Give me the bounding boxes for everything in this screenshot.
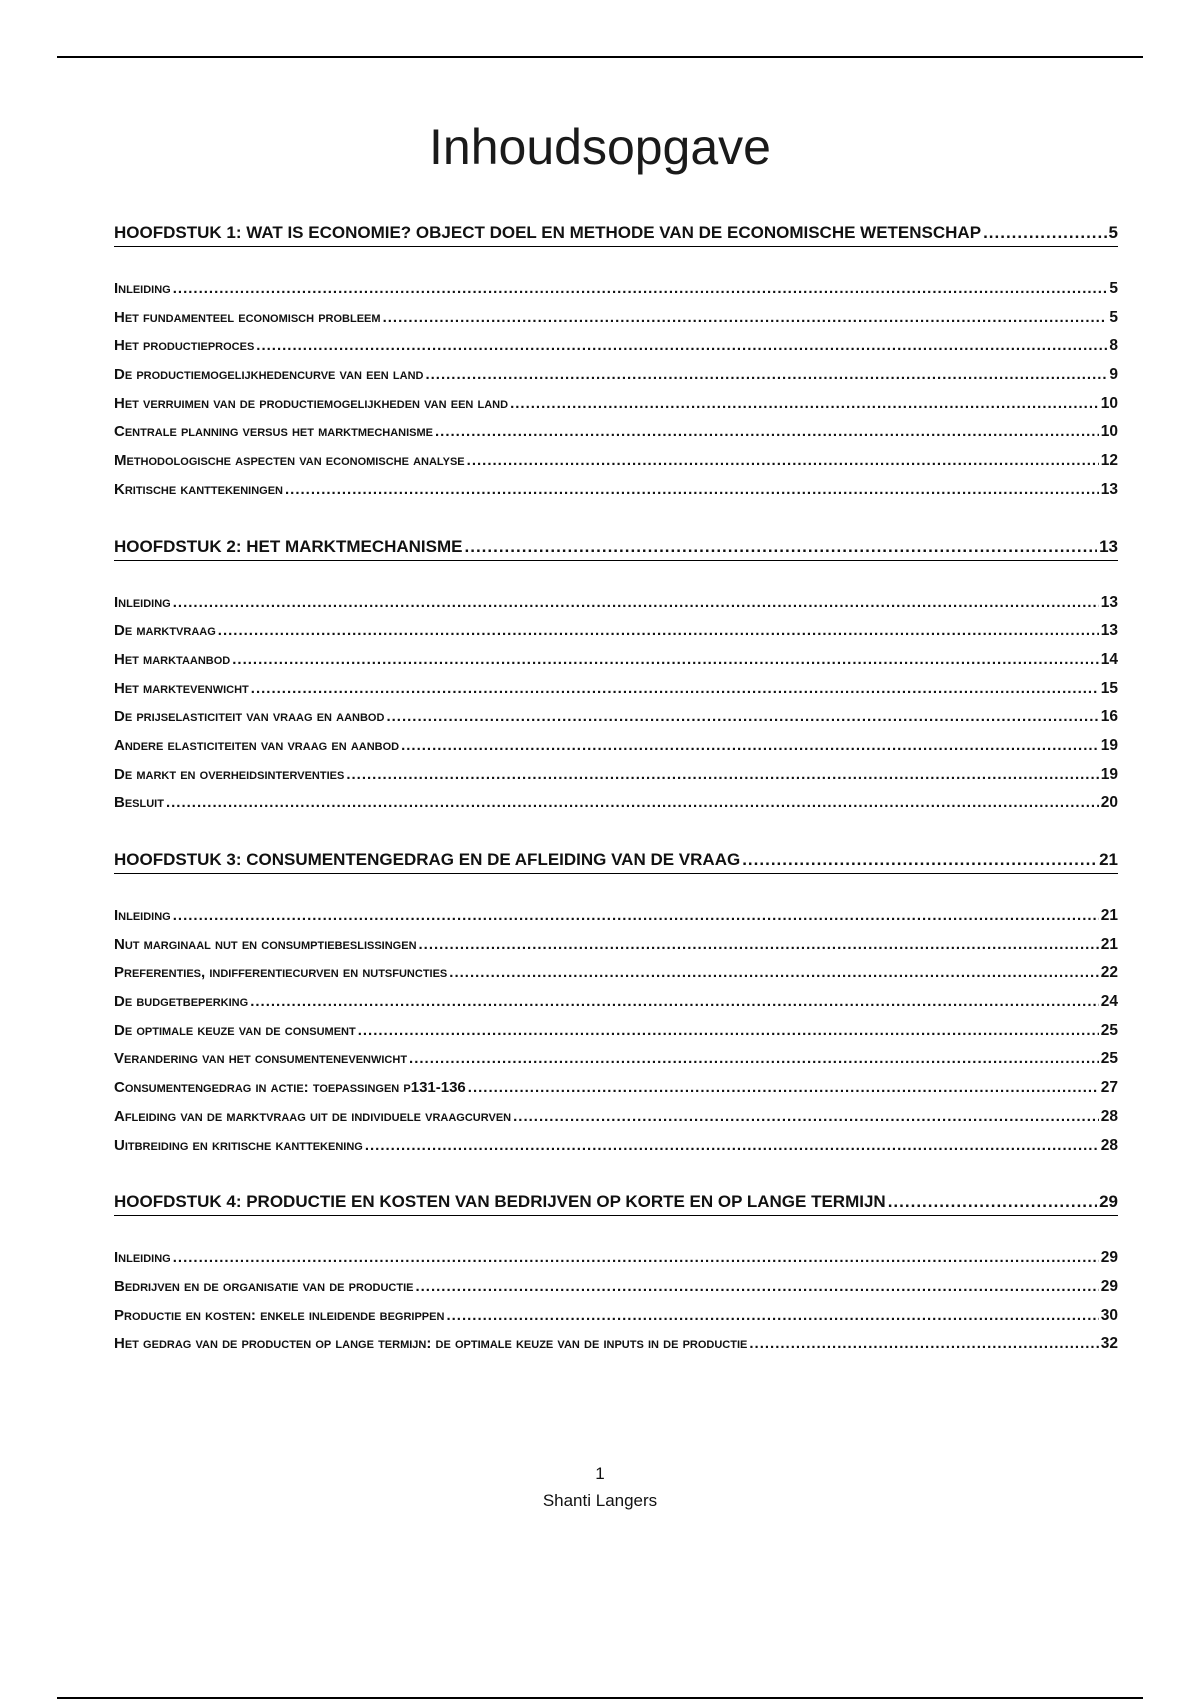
toc-section-entry[interactable] xyxy=(114,988,1118,1017)
toc-section-entry[interactable] xyxy=(114,332,1118,361)
toc-chapter-page: 13 xyxy=(1099,536,1118,556)
toc-section-entry[interactable] xyxy=(114,304,1118,333)
toc-leader-dots xyxy=(218,617,1099,646)
toc-section-label: Inleiding xyxy=(114,280,171,297)
toc-section-label: Andere elasticiteiten van vraag en aanbod xyxy=(114,736,400,754)
toc-section-page: 24 xyxy=(1100,993,1118,1011)
toc-leader-dots xyxy=(749,1330,1098,1359)
toc-leader-dots xyxy=(415,1273,1098,1302)
toc-section-label: Het marktaanbod xyxy=(114,650,231,668)
toc-chapter-label: HOOFDSTUK 2: HET MARKTMECHANISME xyxy=(114,536,463,556)
toc-section-page: 29 xyxy=(1100,1249,1118,1267)
toc-section-entry[interactable] xyxy=(114,1244,1118,1273)
toc-section-entry[interactable] xyxy=(114,931,1118,960)
toc-leader-dots xyxy=(173,275,1108,304)
toc-chapter-label: HOOFDSTUK 4: PRODUCTIE EN KOSTEN VAN BEDRIJVEN OP KORTE EN OP LANGE TERMIJN xyxy=(114,1192,886,1212)
toc-section-label: De productiemogelijkhedencurve van een land xyxy=(114,366,424,384)
toc-section-entry[interactable] xyxy=(114,1273,1118,1302)
toc-section-entry[interactable] xyxy=(114,902,1118,931)
toc-section-label: Inleiding xyxy=(114,1249,171,1267)
toc-leader-dots xyxy=(232,646,1099,675)
toc-leader-dots xyxy=(446,1302,1098,1331)
toc-chapter xyxy=(114,1189,1118,1359)
toc-leader-dots xyxy=(386,703,1098,732)
toc-section-page: 9 xyxy=(1109,366,1118,384)
toc-section-entry[interactable] xyxy=(114,418,1118,447)
toc-section-label: Inleiding xyxy=(114,907,171,924)
toc-section-page: 32 xyxy=(1100,1335,1118,1353)
toc-leader-dots xyxy=(365,1132,1099,1161)
toc-leader-dots xyxy=(251,675,1099,704)
toc-leader-dots xyxy=(401,732,1099,761)
page-title: Inhoudsopgave xyxy=(429,119,771,175)
toc-leader-dots xyxy=(383,304,1108,333)
toc-leader-dots xyxy=(285,476,1099,505)
toc-section-label: De markt en overheidsinterventies xyxy=(114,765,345,783)
toc-section-page: 28 xyxy=(1100,1136,1118,1154)
toc-section-page: 19 xyxy=(1100,765,1118,783)
toc-chapter-heading[interactable] xyxy=(114,1189,1118,1216)
footer-rule xyxy=(57,1697,1143,1699)
toc-leader-dots xyxy=(425,361,1107,390)
toc-section-entry[interactable] xyxy=(114,361,1118,390)
toc-section-page: 12 xyxy=(1100,452,1118,470)
toc-section-entry[interactable] xyxy=(114,1017,1118,1046)
table-of-contents xyxy=(114,220,1118,1359)
toc-section-page: 21 xyxy=(1100,935,1118,953)
toc-section-label: Preferenties, indifferentiecurven en nutsfuncties xyxy=(114,964,448,982)
toc-section-page: 15 xyxy=(1100,679,1118,697)
toc-leader-dots xyxy=(510,390,1099,419)
toc-chapter xyxy=(114,220,1118,505)
toc-section-entry[interactable] xyxy=(114,703,1118,732)
toc-section-entry[interactable] xyxy=(114,1302,1118,1331)
toc-section-entry[interactable] xyxy=(114,1330,1118,1359)
toc-section-entry[interactable] xyxy=(114,789,1118,818)
toc-leader-dots xyxy=(513,1103,1099,1132)
toc-section-label: Het productieproces xyxy=(114,337,255,355)
toc-chapter-heading[interactable] xyxy=(114,220,1118,247)
toc-section-label: De marktvraag xyxy=(114,622,216,640)
toc-section-page: 16 xyxy=(1100,708,1118,726)
toc-chapter-page: 5 xyxy=(1108,223,1118,242)
toc-leader-dots xyxy=(435,418,1099,447)
toc-section-page: 13 xyxy=(1100,622,1118,640)
toc-section-page: 21 xyxy=(1100,907,1118,924)
toc-section-entry[interactable] xyxy=(114,761,1118,790)
header-rule xyxy=(57,56,1143,58)
toc-section-entry[interactable] xyxy=(114,1132,1118,1161)
toc-section-entry[interactable] xyxy=(114,617,1118,646)
toc-section-entry[interactable] xyxy=(114,1103,1118,1132)
toc-leader-dots xyxy=(250,988,1099,1017)
toc-section-entry[interactable] xyxy=(114,959,1118,988)
toc-leader-dots xyxy=(983,220,1106,246)
toc-section-page: 5 xyxy=(1109,280,1118,297)
toc-leader-dots xyxy=(467,447,1099,476)
toc-chapter-page: 21 xyxy=(1099,850,1118,869)
toc-section-page: 20 xyxy=(1100,794,1118,812)
toc-section-label: Consumentengedrag in actie: toepassingen p131-136 xyxy=(114,1079,466,1097)
toc-section-label: De budgetbeperking xyxy=(114,993,249,1011)
toc-section-label: Afleiding van de marktvraag uit de individuele vraagcurven xyxy=(114,1107,512,1125)
toc-chapter xyxy=(114,847,1118,1160)
toc-section-label: Kritische kanttekeningen xyxy=(114,480,284,498)
toc-section-label: Productie en kosten: enkele inleidende begrippen xyxy=(114,1306,445,1324)
toc-section-label: Nut marginaal nut en consumptiebeslissingen xyxy=(114,935,417,953)
toc-leader-dots xyxy=(449,959,1098,988)
toc-section-label: De prijselasticiteit van vraag en aanbod xyxy=(114,708,385,726)
toc-section-label: Methodologische aspecten van economische analyse xyxy=(114,452,465,470)
toc-section-entry[interactable] xyxy=(114,275,1118,304)
toc-section-label: Verandering van het consumentenevenwicht xyxy=(114,1050,408,1068)
toc-chapter xyxy=(114,534,1118,819)
toc-section-page: 8 xyxy=(1109,337,1118,355)
toc-leader-dots xyxy=(346,761,1098,790)
toc-leader-dots xyxy=(465,534,1098,560)
toc-section-entry[interactable] xyxy=(114,1074,1118,1103)
toc-section-label: Het fundamenteel economisch probleem xyxy=(114,308,381,326)
toc-section-label: Besluit xyxy=(114,794,164,812)
toc-section-page: 30 xyxy=(1100,1306,1118,1324)
toc-section-page: 13 xyxy=(1100,593,1118,611)
toc-section-label: De optimale keuze van de consument xyxy=(114,1021,356,1039)
toc-section-page: 5 xyxy=(1109,308,1118,326)
toc-leader-dots xyxy=(468,1074,1099,1103)
toc-section-entry[interactable] xyxy=(114,1045,1118,1074)
toc-leader-dots xyxy=(358,1017,1099,1046)
toc-leader-dots xyxy=(173,589,1099,618)
page-footer xyxy=(0,1460,1200,1514)
toc-leader-dots xyxy=(256,332,1107,361)
toc-section-page: 29 xyxy=(1100,1277,1118,1295)
toc-section-label: Bedrijven en de organisatie van de productie xyxy=(114,1277,414,1295)
toc-section-label: Centrale planning versus het marktmechanisme xyxy=(114,423,434,441)
toc-chapter-label: HOOFDSTUK 1: WAT IS ECONOMIE? OBJECT DOEL EN METHODE VAN DE ECONOMISCHE WETENSCHAP xyxy=(114,223,982,242)
toc-leader-dots xyxy=(409,1045,1099,1074)
toc-section-page: 25 xyxy=(1100,1050,1118,1068)
author-name: Shanti Langers xyxy=(542,1491,658,1510)
toc-section-label: Uitbreiding en kritische kanttekening xyxy=(114,1136,363,1154)
toc-chapter-page: 29 xyxy=(1099,1192,1118,1212)
toc-section-page: 19 xyxy=(1100,736,1118,754)
toc-leader-dots xyxy=(173,1244,1099,1273)
toc-leader-dots xyxy=(742,847,1097,873)
toc-section-page: 27 xyxy=(1100,1079,1118,1097)
toc-section-label: Inleiding xyxy=(114,593,171,611)
toc-section-page: 13 xyxy=(1100,480,1118,498)
toc-section-label: Het marktevenwicht xyxy=(114,679,249,697)
toc-leader-dots xyxy=(166,789,1099,818)
toc-chapter-label: HOOFDSTUK 3: CONSUMENTENGEDRAG EN DE AFLEIDING VAN DE VRAAG xyxy=(114,850,741,869)
toc-section-entry[interactable] xyxy=(114,447,1118,476)
toc-section-page: 14 xyxy=(1100,650,1118,668)
toc-section-page: 10 xyxy=(1100,423,1118,441)
toc-chapter-heading[interactable] xyxy=(114,847,1118,874)
toc-section-label: Het gedrag van de producten op lange termijn: de optimale keuze van de inputs in de productie xyxy=(114,1335,748,1353)
toc-section-page: 28 xyxy=(1100,1107,1118,1125)
toc-leader-dots xyxy=(888,1189,1097,1215)
toc-section-page: 25 xyxy=(1100,1021,1118,1039)
toc-section-entry[interactable] xyxy=(114,675,1118,704)
toc-section-entry[interactable] xyxy=(114,646,1118,675)
toc-section-entry[interactable] xyxy=(114,732,1118,761)
toc-section-entry[interactable] xyxy=(114,589,1118,618)
toc-section-page: 10 xyxy=(1100,394,1118,412)
toc-leader-dots xyxy=(419,931,1099,960)
toc-section-label: Het verruimen van de productiemogelijkheden van een land xyxy=(114,394,509,412)
toc-leader-dots xyxy=(173,902,1099,931)
toc-section-entry[interactable] xyxy=(114,476,1118,505)
toc-section-entry[interactable] xyxy=(114,390,1118,419)
page-number: 1 xyxy=(595,1464,605,1483)
toc-chapter-heading[interactable] xyxy=(114,534,1118,561)
toc-section-page: 22 xyxy=(1100,964,1118,982)
